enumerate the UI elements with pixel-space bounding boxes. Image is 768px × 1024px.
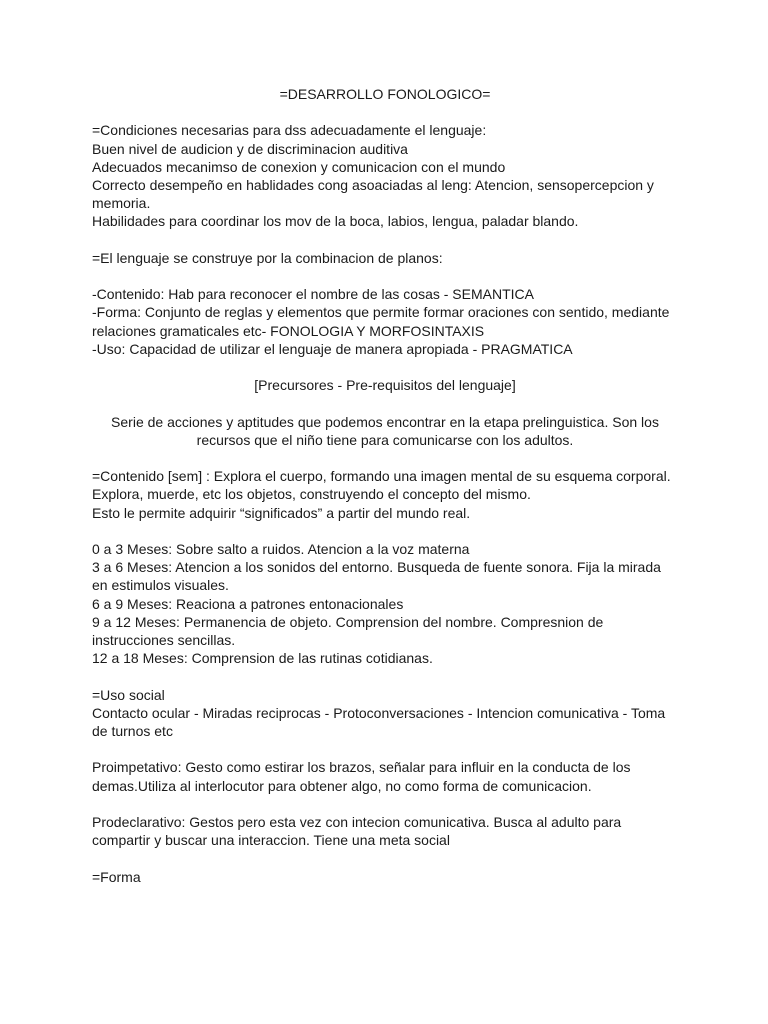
blank-line [92, 231, 678, 249]
blank-line [92, 449, 678, 467]
blank-line [92, 267, 678, 285]
blank-line [92, 667, 678, 685]
condition-item: Buen nivel de audicion y de discriminacion auditiva [92, 140, 408, 157]
plane-item-contenido: -Contenido: Hab para reconocer el nombre de las cosas - SEMANTICA [92, 286, 534, 303]
milestone-item: 9 a 12 Meses: Permanencia de objeto. Comprension del nombre. Compresnion de instrucciones sencillas. [92, 613, 604, 648]
blank-line [92, 358, 678, 376]
milestone-item: 6 a 9 Meses: Reaciona a patrones entonacionales [92, 595, 404, 612]
precursors-description: Serie de acciones y aptitudes que podemos encontrar en la etapa prelinguistica. Son los recursos que el niño tiene para comunicarse con los adultos. [111, 413, 659, 448]
condition-item: Correcto desempeño en hablidades cong asoaciadas al leng: Atencion, sensopercepcion y memoria. [92, 177, 654, 212]
content-item: Explora, muerde, etc los objetos, construyendo el concepto del mismo. [92, 486, 531, 503]
proimperative-paragraph: Proimpetativo: Gesto como estirar los brazos, señalar para influir en la conducta de los demas.Utiliza al interlocutor para obtener algo, no como forma de comunicacion. [92, 759, 631, 794]
precursors-heading: [Precursores - Pre-requisitos del lenguaje] [254, 377, 516, 394]
condition-item: Adecuados mecanimso de conexion y comunicacion con el mundo [92, 158, 506, 175]
conditions-heading: =Condiciones necesarias para dss adecuadamente el lenguaje: [92, 122, 487, 139]
social-use-heading: =Uso social [92, 686, 165, 703]
plane-item-uso: -Uso: Capacidad de utilizar el lenguaje de manera apropiada - PRAGMATICA [92, 340, 573, 357]
form-heading: =Forma [92, 868, 141, 885]
document-title: =DESARROLLO FONOLOGICO= [279, 86, 491, 102]
document-body [92, 85, 678, 886]
blank-line [92, 103, 678, 121]
blank-line [92, 394, 678, 412]
blank-line [92, 740, 678, 758]
blank-line [92, 522, 678, 540]
content-item: Esto le permite adquirir “significados” a partir del mundo real. [92, 504, 471, 521]
milestone-item: 3 a 6 Meses: Atencion a los sonidos del entorno. Busqueda de fuente sonora. Fija la mirada en estimulos visuales. [92, 559, 661, 594]
social-use-text: Contacto ocular - Miradas reciprocas - Protoconversaciones - Intencion comunicativa - Toma de turnos etc [92, 704, 666, 739]
plane-item-forma: -Forma: Conjunto de reglas y elementos que permite formar oraciones con sentido, mediante relaciones gramaticales etc- FONOLOGIA Y MORFOSINTAXIS [92, 304, 670, 339]
prodeclarative-paragraph: Prodeclarativo: Gestos pero esta vez con intecion comunicativa. Busca al adulto para compartir y buscar una interaccion. Tiene una meta social [92, 813, 622, 849]
content-heading: =Contenido [sem] : Explora el cuerpo, formando una imagen mental de su esquema corporal. [92, 468, 671, 485]
blank-line [92, 849, 678, 867]
milestone-item: 12 a 18 Meses: Comprension de las rutinas cotidianas. [92, 650, 433, 667]
blank-line [92, 795, 678, 813]
milestone-item: 0 a 3 Meses: Sobre salto a ruidos. Atencion a la voz materna [92, 540, 470, 557]
condition-item: Habilidades para coordinar los mov de la boca, labios, lengua, paladar blando. [92, 213, 579, 230]
planes-heading: =El lenguaje se construye por la combinacion de planos: [92, 249, 443, 266]
